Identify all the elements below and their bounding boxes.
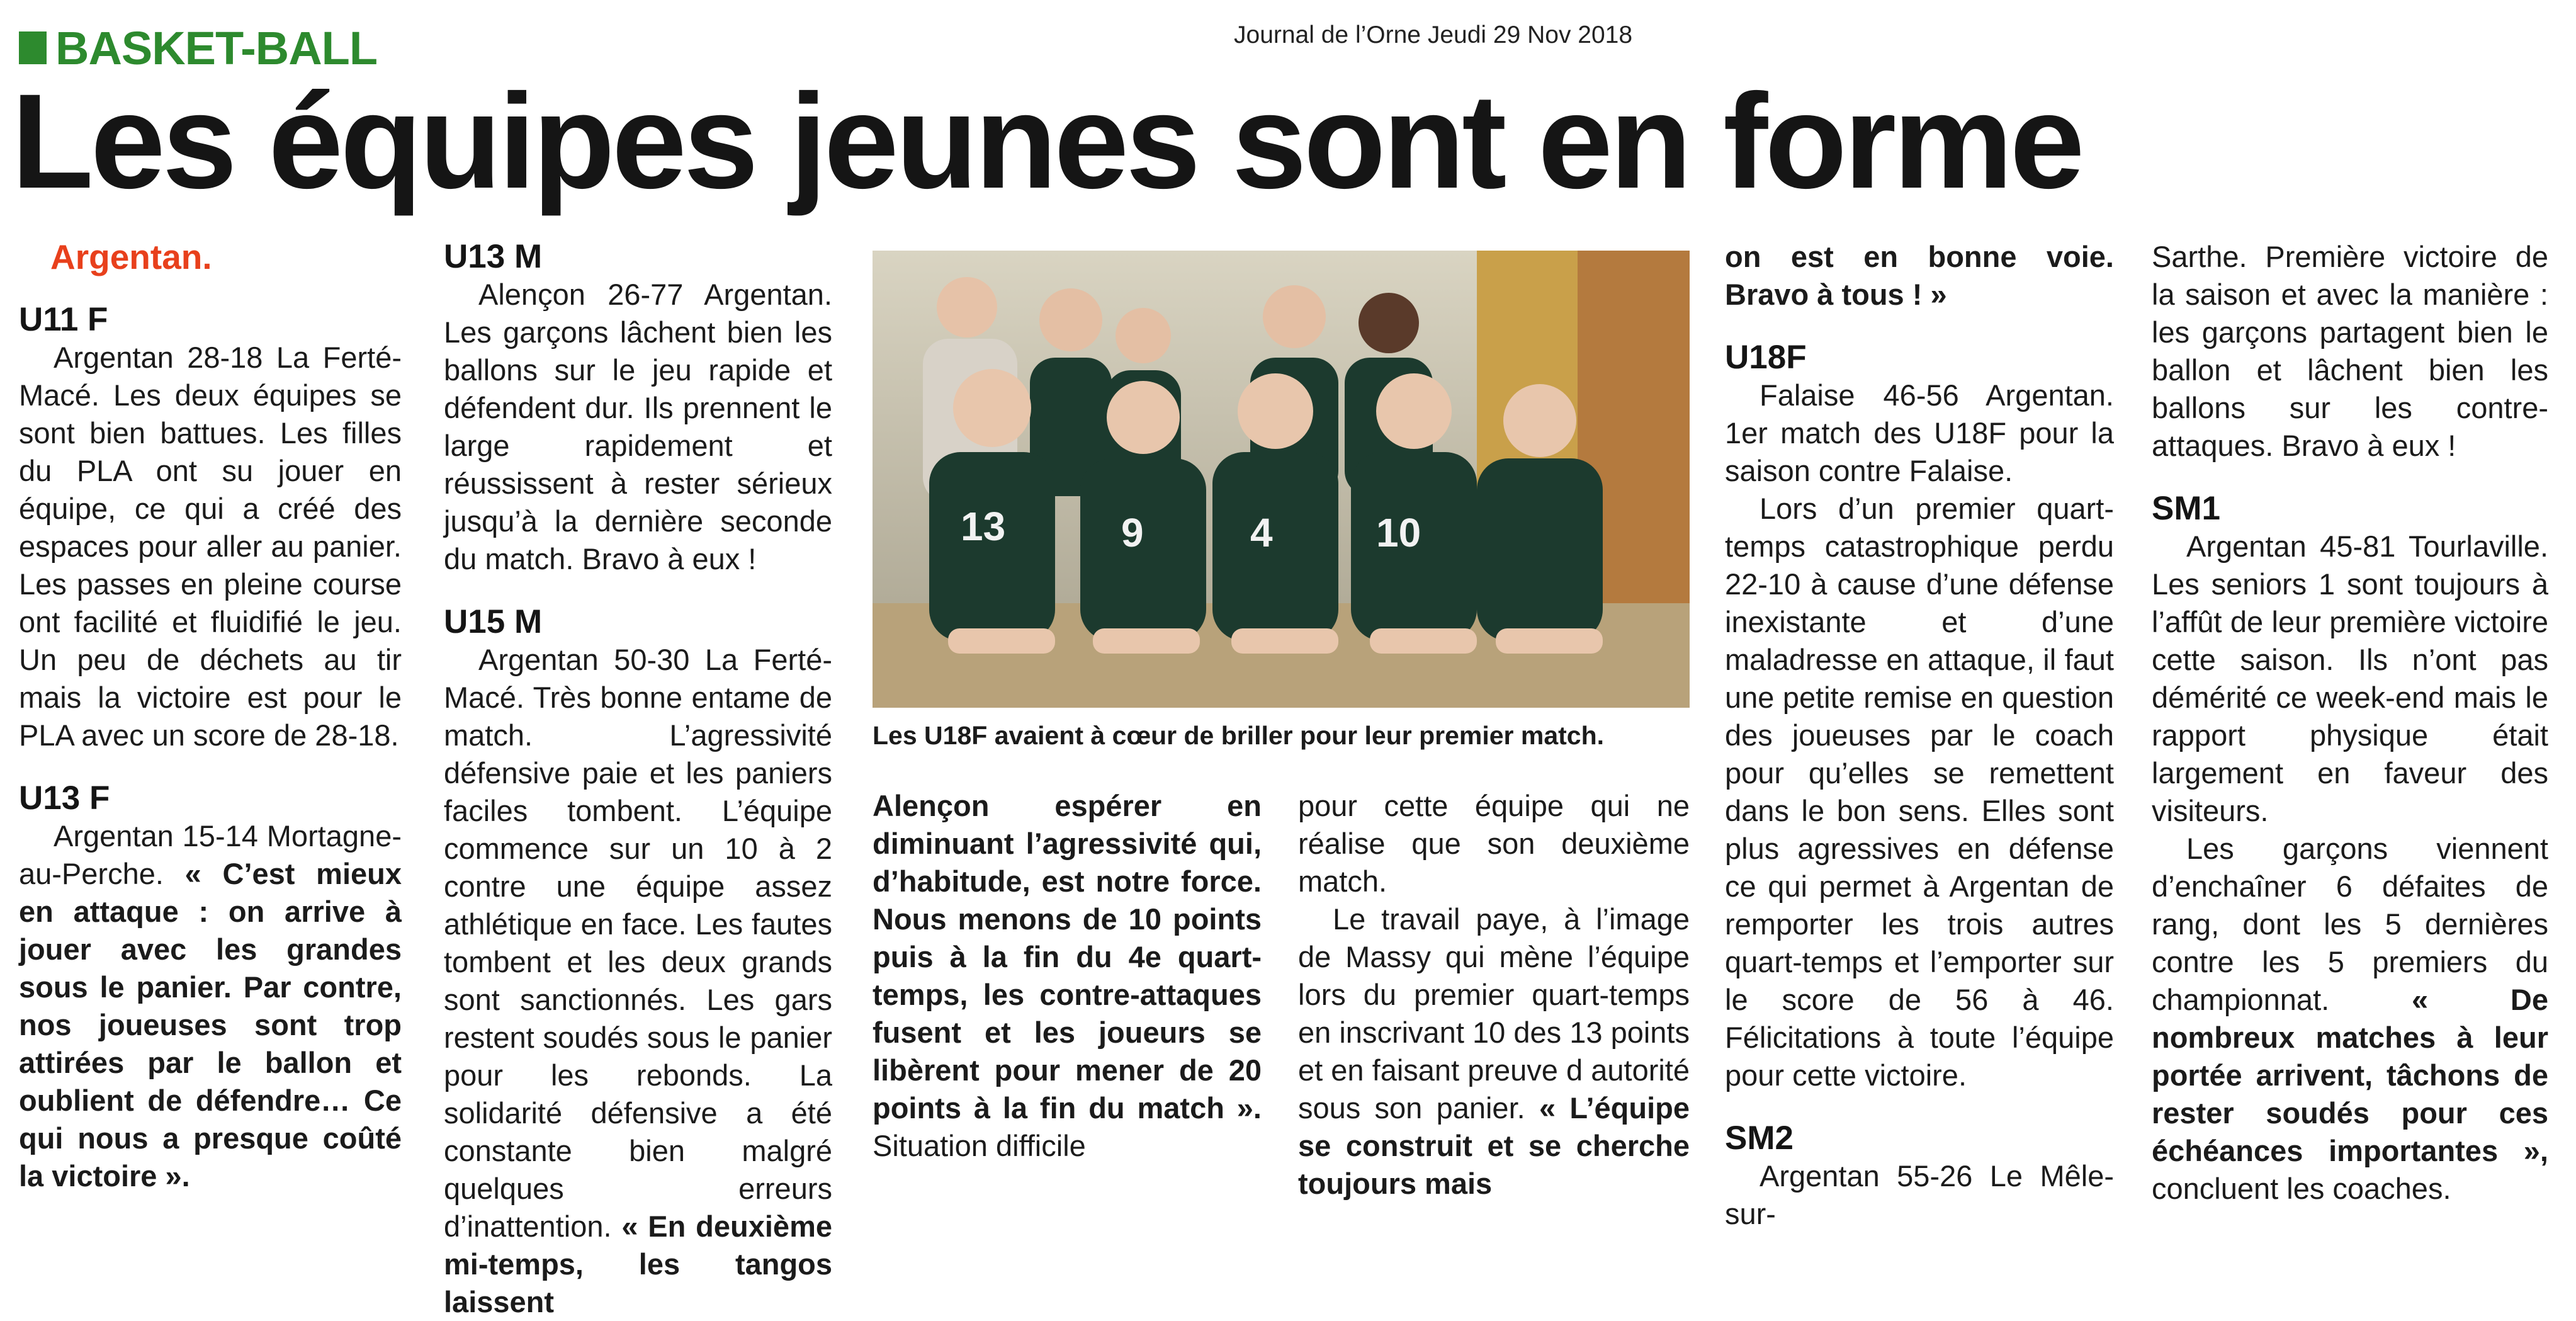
u13f-score: Argentan 15-14 Mortagne-au-Perche. bbox=[19, 819, 402, 890]
sm1-paragraph-2 bbox=[2152, 830, 2548, 1208]
jersey-number: 9 bbox=[1121, 510, 1144, 555]
u15m-paragraph bbox=[444, 641, 832, 1321]
u15m-text-2: Le travail paye, à l’image de Massy qui mène l’équipe lors du premier quart-temps en inscrivant 10 des 13 points et en faisant preuve d autorité sous son panier. bbox=[1298, 902, 1690, 1125]
u15m-after: Situation difficile bbox=[873, 1129, 1086, 1162]
section-title-u11f: U11 F bbox=[19, 301, 108, 338]
u18f-paragraph-1: Falaise 46-56 Argentan. 1er match des U18F pour la saison contre Falaise. bbox=[1725, 378, 2114, 487]
newspaper-source: Journal de l’Orne Jeudi 29 Nov 2018 bbox=[1234, 21, 1633, 48]
rubric-label: BASKET-BALL bbox=[55, 21, 378, 74]
section-title-sm1: SM1 bbox=[2152, 490, 2220, 527]
u15m-quote-end: Alençon espérer en diminuant l’agressivité qui, d’habitude, est notre force. Nous menons de 10 points puis à la fin du 4e quart-temps, les contre-attaques fusent et les joueurs se libèrent pour mener de 20 points à la fin du match ». bbox=[873, 789, 1262, 1125]
column-1 bbox=[19, 238, 402, 1195]
sm2-paragraph: Argentan 55-26 Le Mêle-sur- bbox=[1725, 1159, 2114, 1230]
u13m-paragraph: Alençon 26-77 Argentan. Les garçons lâchent bien les ballons sur le jeu rapide et défendent dur. Ils prennent le large rapidement et réussissent à rester sérieux jusqu’à la dernière seconde du match. Bravo à eux ! bbox=[444, 278, 832, 575]
section-title-u13f: U13 F bbox=[19, 780, 110, 817]
column-4 bbox=[1298, 787, 1690, 1203]
column-6 bbox=[2152, 238, 2548, 1208]
sm1-text: Les garçons viennent d’enchaîner 6 défaites de rang, dont les 5 dernières contre les 5 premiers du championnat. bbox=[2152, 832, 2548, 1016]
u15m-quote-continued bbox=[873, 787, 1262, 1165]
column-5 bbox=[1725, 238, 2114, 1233]
section-title-u13m: U13 M bbox=[444, 238, 543, 275]
section-title-u18f: U18F bbox=[1725, 339, 1807, 376]
u13f-paragraph bbox=[19, 817, 402, 1195]
jersey-number: 10 bbox=[1376, 510, 1421, 555]
sm1-paragraph-1: Argentan 45-81 Tourlaville. Les seniors 1 sont toujours à l’affût de leur première victoire cette saison. Ils n’ont pas démérité ce week-end mais le rapport physique était largement en faveur des visiteurs. bbox=[2152, 530, 2548, 827]
section-title-u15m: U15 M bbox=[444, 603, 543, 640]
section-title-sm2: SM2 bbox=[1725, 1120, 1794, 1157]
jersey-number: 4 bbox=[1250, 510, 1273, 555]
team-photo bbox=[873, 251, 1690, 708]
sm2-continued: Sarthe. Première victoire de la saison et avec la manière : les garçons partagent bien le ballon et lâchent bien les ballons sur les contre-attaques. Bravo à eux ! bbox=[2152, 240, 2548, 462]
u15m-continued: pour cette équipe qui ne réalise que son deuxième match. bbox=[1298, 789, 1690, 898]
u15m-quote-2-end: on est en bonne voie. Bravo à tous ! » bbox=[1725, 240, 2114, 311]
jersey-number: 13 bbox=[961, 504, 1006, 549]
photo-caption: Les U18F avaient à cœur de briller pour leur premier match. bbox=[873, 721, 1605, 750]
u13f-quote: « C’est mieux en attaque : on arrive à jouer avec les grandes sous le panier. Par contre, nos joueuses sont trop attirées par le ballon et oublient de défendre… Ce qui nous a presque coûté la victoire ». bbox=[19, 857, 402, 1193]
u15m-paragraph-2 bbox=[1298, 900, 1690, 1203]
u15m-text: Argentan 50-30 La Ferté-Macé. Très bonne entame de match. L’agressivité défensive paie et les paniers faciles tombent. L’équipe commence sur un 10 à 2 contre une équipe assez athlétique en face. Les fautes tombent et les deux grands sont sanctionnés. Les gars restent soudés sous le panier pour les rebonds. La solidarité défensive a été constante bien malgré quelques erreurs d’inattention. bbox=[444, 643, 832, 1243]
team-photo-illustration bbox=[873, 251, 1690, 708]
u18f-paragraph-2: Lors d’un premier quart-temps catastrophique perdu 22-10 à cause d’une défense inexistante et d’une maladresse en attaque, il faut une petite remise en question des joueuses par le coach pour qu’elles se remettent dans le bon sens. Elles sont plus agressives en défense ce qui permet à Argentan de remporter les trois autres quart-temps et l’emporter sur le score de 56 à 46. Félicitations à toute l’équipe pour cette victoire. bbox=[1725, 492, 2114, 1092]
u15m-quote: « En deuxième mi-temps, les tangos laissent bbox=[444, 1210, 832, 1318]
city-label: Argentan. bbox=[50, 237, 212, 276]
rubric bbox=[19, 23, 377, 73]
column-2 bbox=[444, 238, 832, 1321]
sm1-quote: « De nombreux matches à leur portée arrivent, tâchons de rester soudés pour ces échéances importantes », bbox=[2152, 983, 2548, 1167]
headline: Les équipes jeunes sont en forme bbox=[11, 66, 2082, 217]
u11f-paragraph: Argentan 28-18 La Ferté-Macé. Les deux équipes se sont bien battues. Les filles du PLA ont su jouer en équipe, ce qui a créé des espaces pour aller au panier. Les passes en pleine course ont facilité et fluidifié le jeu. Un peu de déchets au tir mais la victoire est pour le PLA avec un score de 28-18. bbox=[19, 341, 402, 752]
rubric-square-icon bbox=[19, 31, 47, 64]
column-3 bbox=[873, 787, 1262, 1165]
u15m-quote-2: « L’équipe se construit et se cherche toujours mais bbox=[1298, 1091, 1690, 1200]
sm1-end: concluent les coaches. bbox=[2152, 1172, 2451, 1205]
